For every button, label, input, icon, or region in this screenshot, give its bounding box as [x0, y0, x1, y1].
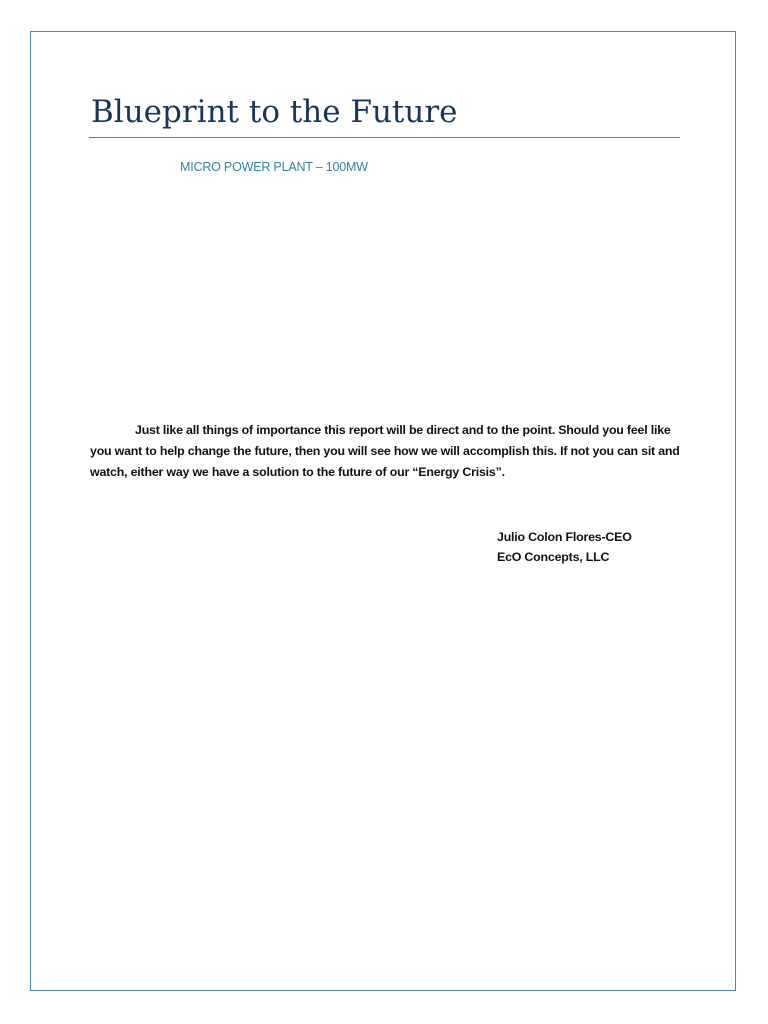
document-title: Blueprint to the Future [91, 94, 458, 130]
page-border [30, 31, 736, 991]
signature-name: Julio Colon Flores-CEO [497, 530, 632, 544]
document-subtitle: MICRO POWER PLANT – 100MW [180, 160, 368, 174]
signature-company: EcO Concepts, LLC [497, 550, 610, 564]
body-paragraph: Just like all things of importance this report will be direct and to the point. Should you feel like you want to help change the future, then you will see how we will accomplish this. If not you can sit and watch, either way we have a solution to the future of our “Energy Crisis”. [90, 423, 680, 479]
title-underline-rule [89, 137, 680, 138]
signature-block [497, 527, 632, 567]
